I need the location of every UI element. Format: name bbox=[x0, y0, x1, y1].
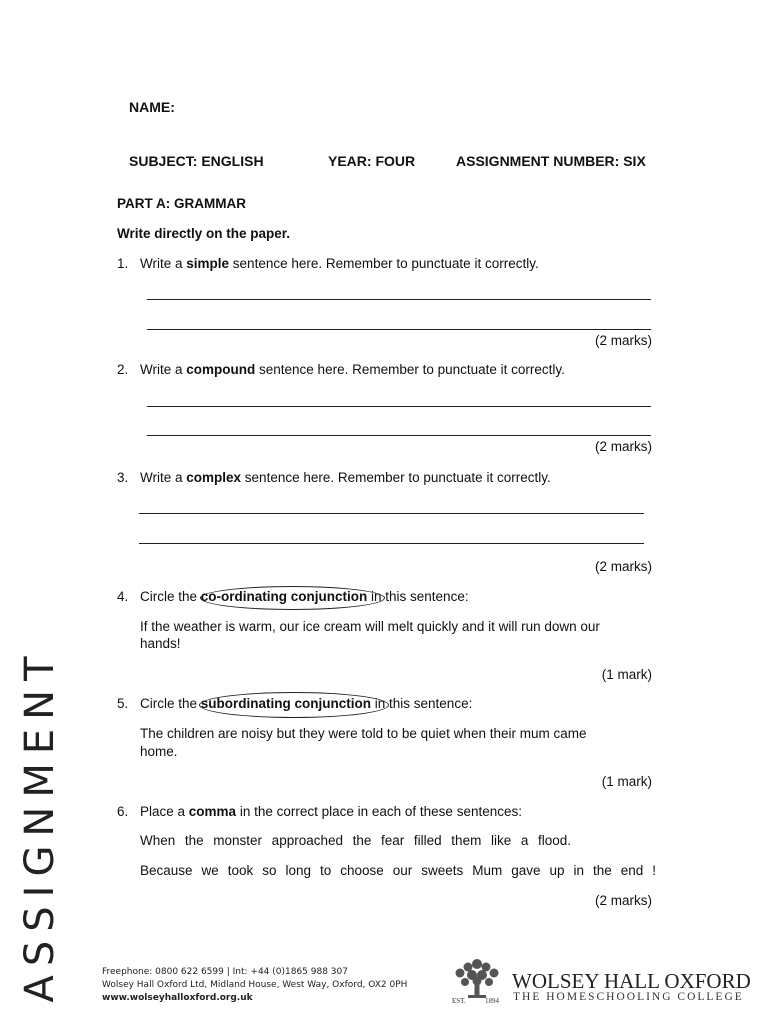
answer-line[interactable] bbox=[147, 406, 651, 407]
marks-label: (2 marks) bbox=[595, 333, 652, 348]
part-title: PART A: GRAMMAR bbox=[117, 196, 246, 211]
answer-line[interactable] bbox=[147, 299, 651, 300]
question-text: Write a compound sentence here. Remember to punctuate it correctly. bbox=[140, 362, 565, 377]
est-label: EST. bbox=[452, 997, 466, 1005]
sentence-line: hands! bbox=[140, 636, 181, 651]
circled-term-oval bbox=[199, 692, 389, 718]
marks-label: (2 marks) bbox=[595, 439, 652, 454]
comma-sentence-b: Because we took so long to choose our sweets Mum gave up in the end ! bbox=[140, 863, 656, 878]
question-1 bbox=[117, 256, 539, 271]
name-label: NAME: bbox=[129, 99, 175, 115]
tree-logo-icon bbox=[448, 956, 506, 1006]
answer-line[interactable] bbox=[147, 329, 651, 330]
circled-term-oval bbox=[200, 586, 385, 610]
question-text: Write a complex sentence here. Remember to punctuate it correctly. bbox=[140, 470, 551, 485]
question-6 bbox=[117, 804, 522, 819]
question-5 bbox=[117, 696, 473, 711]
footer-website[interactable]: www.wolseyhalloxford.org.uk bbox=[102, 993, 253, 1003]
footer-contact bbox=[102, 966, 407, 1005]
brand-tagline: THE HOMESCHOOLING COLLEGE bbox=[513, 991, 744, 1003]
answer-line[interactable] bbox=[139, 513, 644, 514]
question-number: 3. bbox=[117, 470, 129, 485]
sentence-line: If the weather is warm, our ice cream will melt quickly and it will run down our bbox=[140, 619, 600, 634]
sentence-line: The children are noisy but they were told to be quiet when their mum came bbox=[140, 726, 587, 741]
footer-phone: Freephone: 0800 622 6599 | Int: +44 (0)1865 988 307 bbox=[102, 967, 348, 977]
question-number: 5. bbox=[117, 696, 129, 711]
question-text: Circle the subordinating conjunction in this sentence: bbox=[140, 696, 473, 711]
year-label: YEAR: FOUR bbox=[328, 153, 416, 169]
question-text: Place a comma in the correct place in each of these sentences: bbox=[140, 804, 522, 819]
comma-sentence-a: When the monster approached the fear filled them like a flood. bbox=[140, 833, 571, 848]
question-text: Circle the co-ordinating conjunction in this sentence: bbox=[140, 589, 469, 604]
question-number: 4. bbox=[117, 589, 129, 604]
question-number: 6. bbox=[117, 804, 129, 819]
instruction: Write directly on the paper. bbox=[117, 226, 291, 241]
marks-label: (1 mark) bbox=[601, 774, 652, 789]
subject-label: SUBJECT: ENGLISH bbox=[129, 153, 264, 169]
question-number: 2. bbox=[117, 362, 129, 377]
marks-label: (2 marks) bbox=[595, 559, 652, 574]
marks-label: (2 marks) bbox=[595, 893, 652, 908]
assignment-sidebar-label: ASSIGNMENT bbox=[17, 647, 63, 1003]
question-text: Write a simple sentence here. Remember to punctuate it correctly. bbox=[140, 256, 539, 271]
marks-label: (1 mark) bbox=[601, 667, 652, 682]
answer-line[interactable] bbox=[147, 435, 651, 436]
assignment-number-label: ASSIGNMENT NUMBER: SIX bbox=[456, 153, 646, 169]
question-2 bbox=[117, 362, 565, 377]
brand-name: WOLSEY HALL OXFORD bbox=[512, 969, 751, 993]
footer-address: Wolsey Hall Oxford Ltd, Midland House, West Way, Oxford, OX2 0PH bbox=[102, 980, 408, 990]
question-4 bbox=[117, 589, 469, 604]
answer-line[interactable] bbox=[139, 543, 644, 544]
question-3 bbox=[117, 470, 551, 485]
est-year: 1894 bbox=[485, 997, 499, 1005]
question-number: 1. bbox=[117, 256, 129, 271]
sentence-line: home. bbox=[140, 744, 178, 759]
